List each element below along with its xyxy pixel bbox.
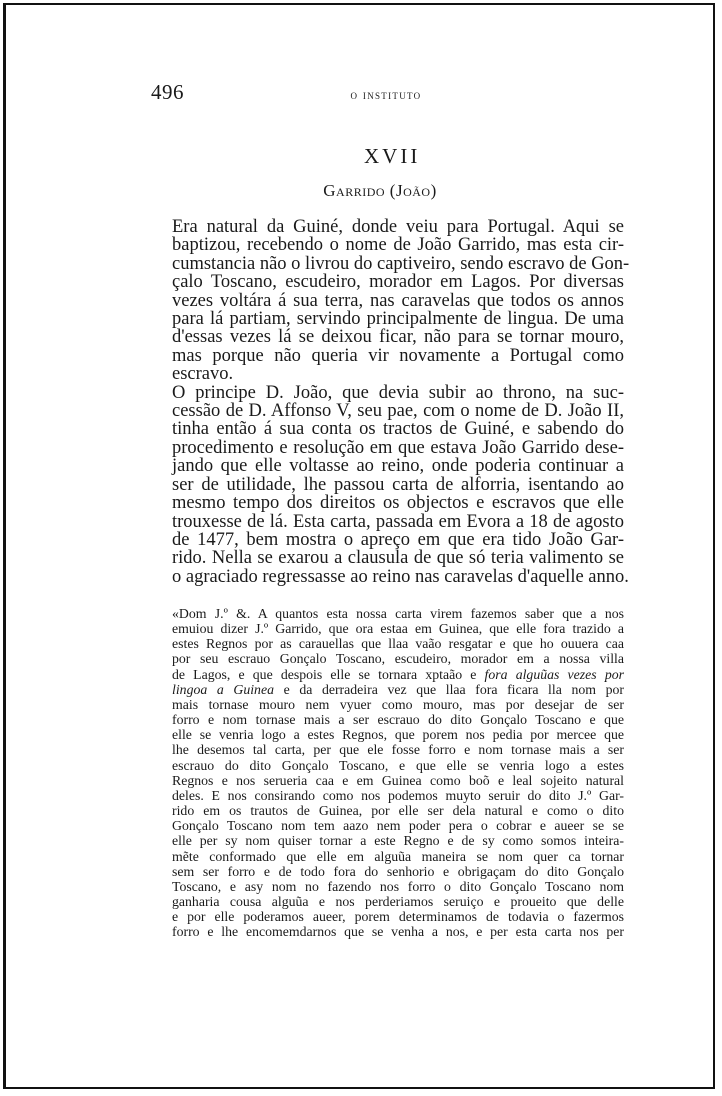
footnote-text: e da derradeira vez que llaa fora ficara lla nom por — [273, 681, 624, 697]
footnote-italic-text: fora alguũas vezes por — [484, 666, 624, 682]
chapter-title: Garrido (João) — [323, 181, 437, 200]
footnote-line: mais tornase mouro nem vyuer como mouro, mas por desejar de ser — [172, 696, 624, 712]
footnote — [151, 606, 624, 939]
text-line: trouxesse de lá. Esta carta, passada em Evora a 18 de agosto — [172, 511, 624, 532]
text-line: çalo Toscano, escudeiro, morador em Lagos. Por diversas — [172, 272, 624, 293]
text-line: de 1477, bem mostra o apreço em que era tido João Gar- — [172, 529, 624, 550]
footnote-line: escrauo do dito Gonçalo Toscano, e que elle se venria logo a estes — [172, 757, 624, 773]
text-line: vezes voltára á sua terra, nas caravelas que todos os annos — [172, 290, 624, 311]
footnote-line: «Dom J.º &. A quantos esta nossa carta virem fazemos saber que a nos — [172, 606, 624, 621]
footnote-paragraph — [151, 606, 624, 939]
body-paragraph — [151, 382, 629, 587]
footnote-line: estes Regnos por as carauellas que llaa vaão resgatar e que ho ouuera caa — [172, 636, 624, 652]
footnote-line: Gonçalo Toscano nom tem aazo nem poder pera o cobrar e aueer se se — [172, 818, 624, 834]
footnote-line: deles. E nos consirando como nos podemos muyto seruir do dito J.º Gar- — [172, 787, 624, 803]
body-paragraph — [151, 217, 630, 385]
text-line: mesmo tempo dos direitos os objectos e escravos que elle — [172, 493, 624, 514]
running-head: o instituto — [350, 87, 422, 102]
footnote-italic-text: lingoa a Guinea — [172, 681, 274, 697]
footnote-line: e por elle poderamos aueer, porem determinamos de todavia o fazermos — [172, 909, 624, 925]
text-line: jando que elle voltasse ao reino, onde poderia continuar a — [172, 456, 624, 477]
footnote-line: lhe desemos tal carta, per que ele fosse forro e nom tornase mais a ser — [172, 742, 624, 758]
text-line: procedimento e resolução em que estava João Garrido dese- — [172, 437, 624, 458]
text-line: baptizou, recebendo o nome de João Garrido, mas esta cir- — [172, 235, 624, 256]
footnote-line: elle per sy nom quiser tornar a este Regno e de sy como somos inteira- — [172, 833, 624, 849]
footnote-line: forro e nom tornase mais a ser escrauo do dito Gonçalo Toscano e que — [172, 712, 624, 728]
footnote-line: forro e lhe encomemdarnos que se venha a nos, e per esta carta nos per — [172, 924, 624, 940]
text-line: para lá partiam, servindo principalmente de lingua. De uma — [172, 309, 624, 330]
footnote-line: emuiou dizer J.º Garrido, que ora estaa em Guinea, que elle fora trazido a — [172, 621, 624, 637]
footnote-line: rido em os trautos de Guinea, por elle ser dela natural e como o dito — [172, 803, 624, 819]
body-text — [151, 217, 630, 587]
text-line: rido. Nella se exarou a clausula de que só teria valimento se — [172, 548, 624, 569]
footnote-line: elle se venria logo a estes Regnos, que porem nos pedia por mercee que — [172, 727, 624, 743]
text-line: d'essas vezes lá se deixou ficar, não para se tornar mouro, — [172, 327, 624, 348]
footnote-line — [151, 667, 624, 682]
text-line: O principe D. João, que devia subir ao throno, na suc- — [172, 382, 624, 403]
footnote-line: sem ser forro e de todo fora do senhorio e obrigaçam do dito Gonçalo — [172, 863, 624, 879]
footnote-line: Toscano, e asy nom no fazendo nos forro o dito Gonçalo Toscano nom — [172, 878, 624, 894]
footnote-line: por seu escrauo Gonçalo Toscano, escudeiro, morador em a nossa villa — [172, 651, 624, 667]
text-line: tinha então á sua conta os tractos de Guiné, e sabendo do — [172, 419, 624, 440]
footnote-line: mẽte conformado que elle em alguũa maneira se nom quer ca tornar — [172, 848, 624, 864]
chapter-number: XVII — [364, 144, 421, 168]
text-line: ser de utilidade, lhe passou carta de alforria, isentando ao — [172, 474, 624, 495]
footnote-text: de Lagos, e que despois elle se tornara xptaão e — [172, 666, 485, 682]
footnote-line: Regnos e nos serueria caa e em Guinea como boõ e leal sojeito natural — [172, 772, 624, 788]
text-line: o agraciado regressasse ao reino nas caravelas d'aquelle anno. — [172, 566, 629, 587]
text-line: Era natural da Guiné, donde veiu para Portugal. Aqui se — [172, 217, 624, 237]
text-line: mas porque não queria vir novamente a Portugal como — [172, 345, 624, 366]
text-line: cumstancia não o livrou do captiveiro, sendo escravo de Gon- — [172, 253, 630, 274]
text-line: escravo. — [172, 364, 234, 385]
page-number: 496 — [151, 80, 184, 104]
footnote-line: ganharia cousa alguũa e nos perderiamos seruiço e proueito que delle — [172, 893, 624, 909]
footnote-line — [151, 682, 624, 697]
text-line: cessão de D. Affonso V, seu pae, com o nome de D. João II, — [172, 401, 624, 422]
